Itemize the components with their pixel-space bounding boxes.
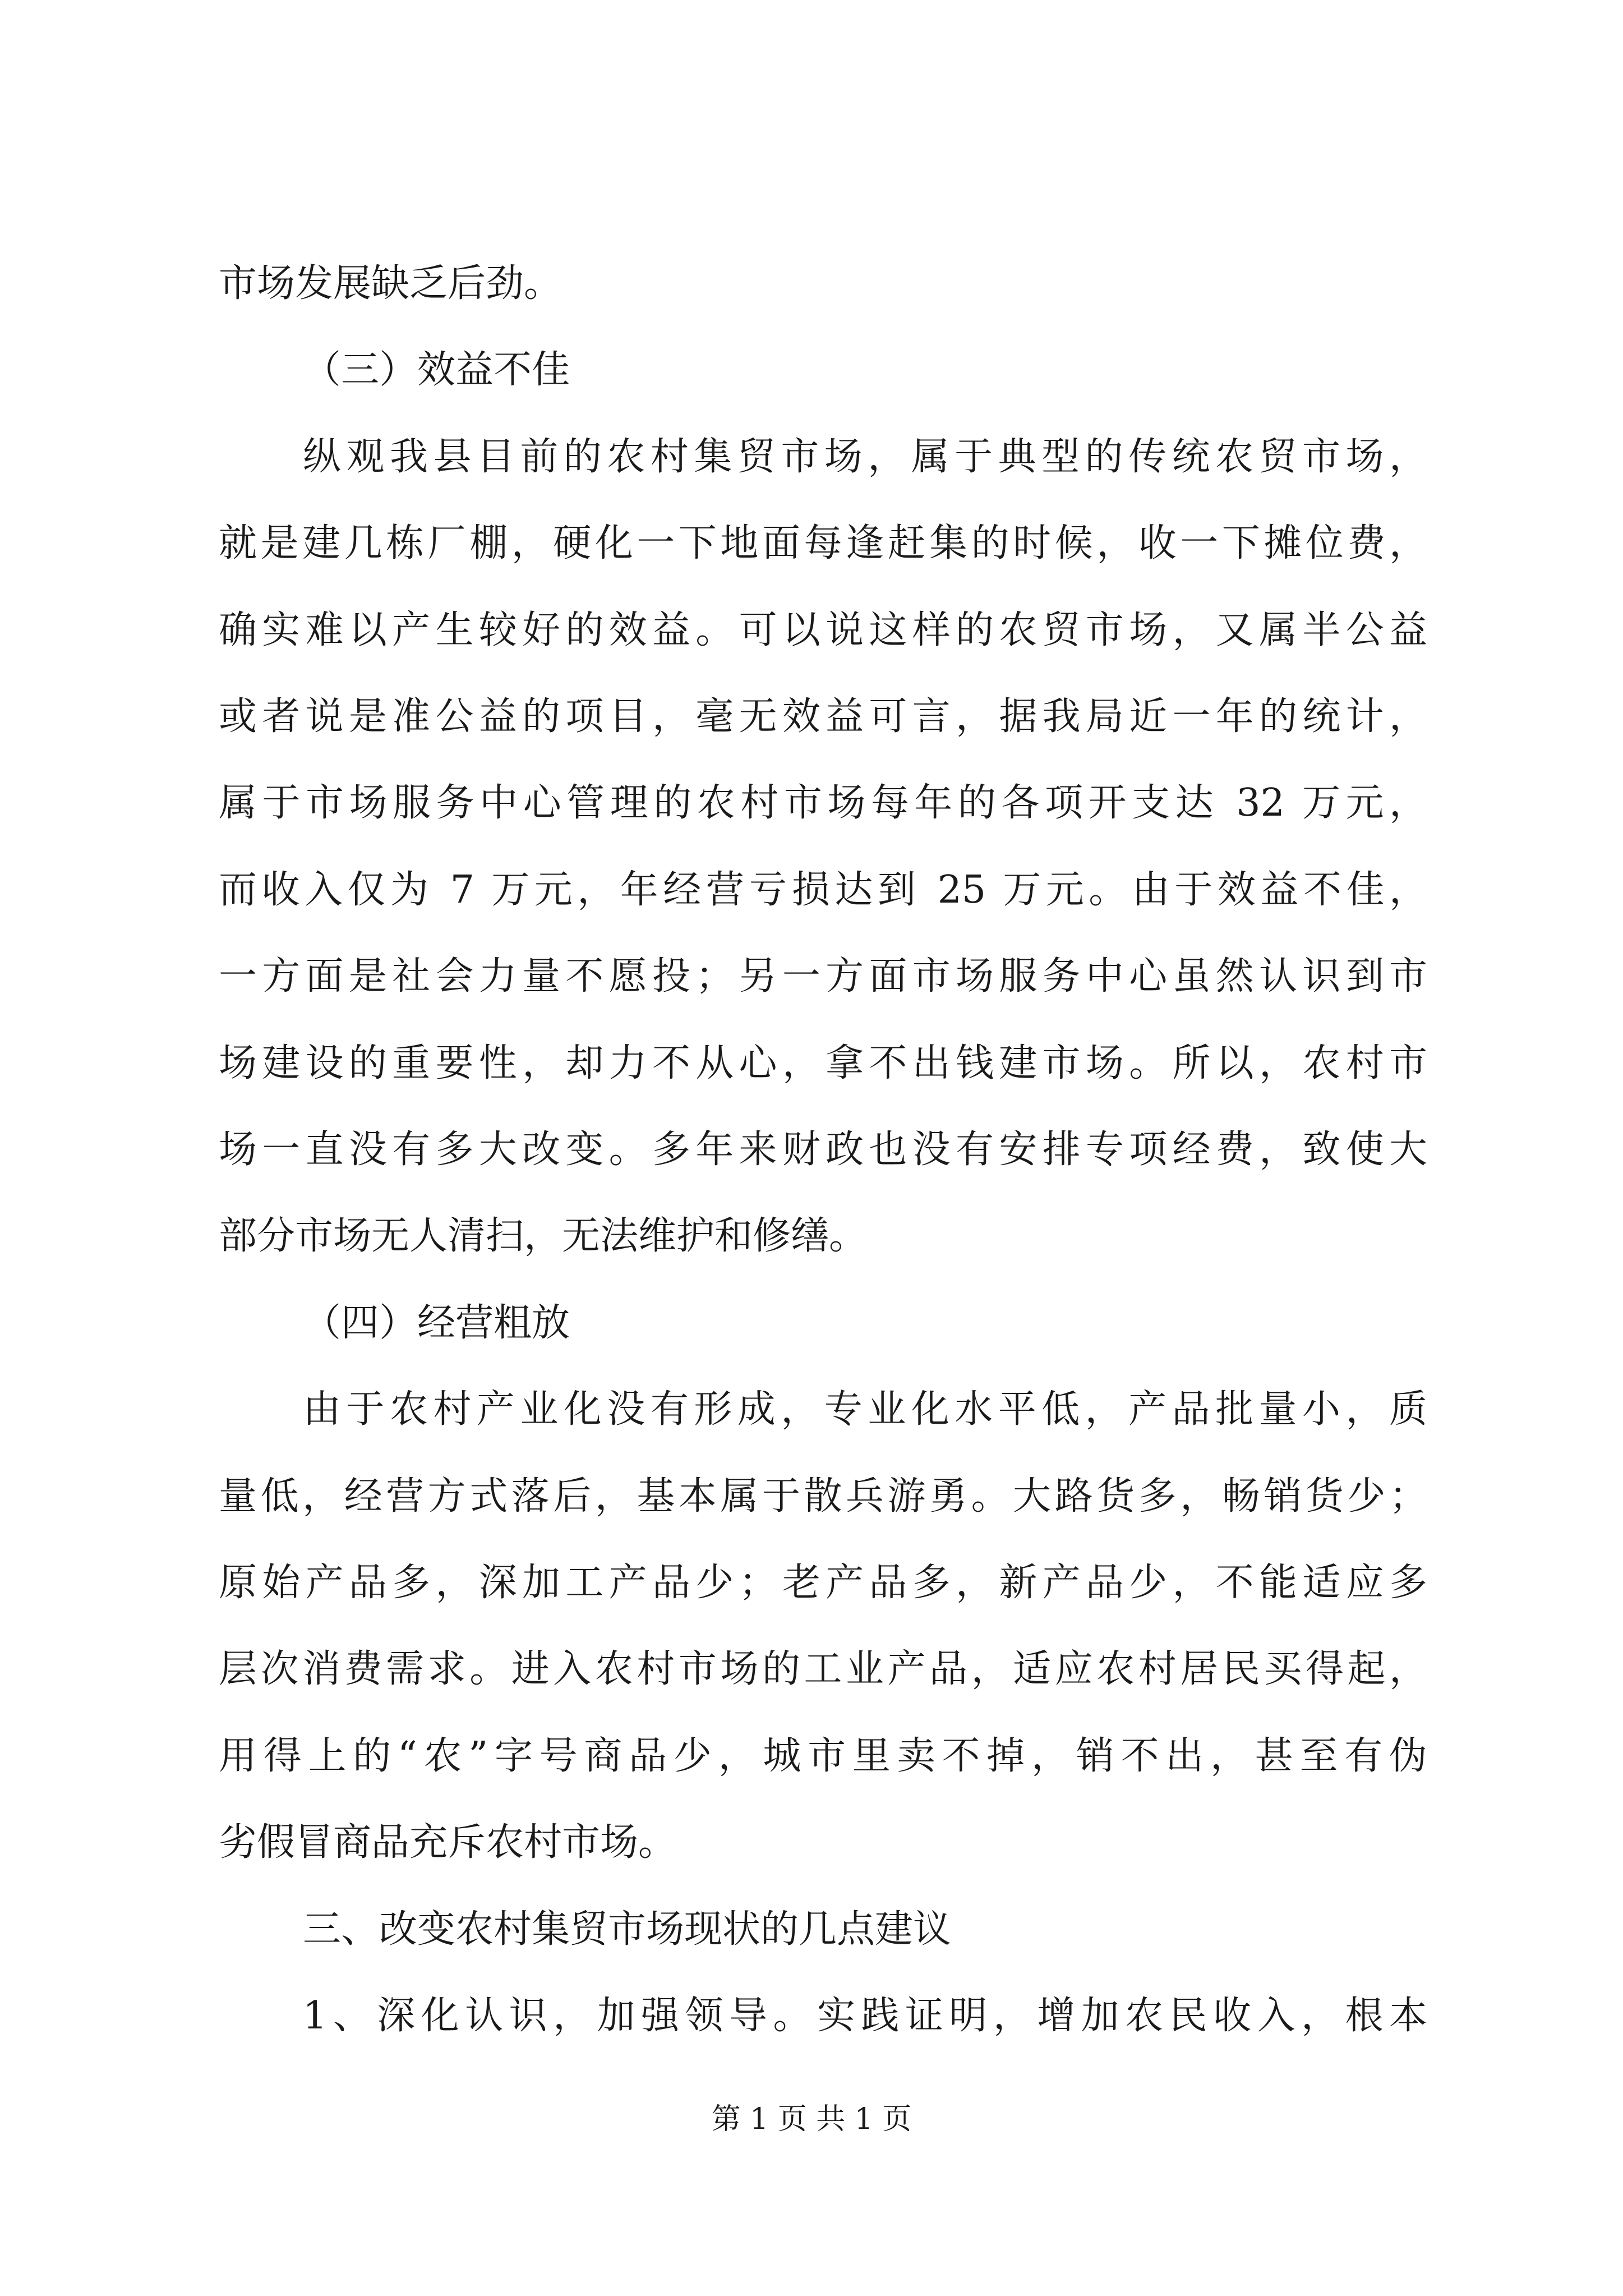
line-text: （三）效益不佳: [303, 348, 570, 392]
line-text: 三、改变农村集贸市场现状的几点建议: [303, 1907, 952, 1952]
paragraph-line: [0, 1734, 1623, 1778]
line-text: （四）经营粗放: [303, 1301, 570, 1345]
line-text: 市场发展缺乏后劲。: [219, 261, 562, 306]
line-text: 1、深化认识，加强领导。实践证明，增加农民收入，根本: [303, 1994, 1427, 2038]
paragraph-line: [0, 435, 1623, 479]
paragraph-line: [0, 1820, 1623, 1865]
paragraph-line: [0, 781, 1623, 825]
section-heading: [0, 1301, 1623, 1345]
line-text: 而收入仅为 7 万元，年经营亏损达到 25 万元。由于效益不佳，: [219, 868, 1427, 912]
line-text: 就是建几栋厂棚，硬化一下地面每逢赶集的时候，收一下摊位费，: [219, 521, 1427, 565]
page-footer: 第 1 页 共 1 页: [711, 2102, 912, 2136]
line-text: 原始产品多，深加工产品少；老产品多，新产品少，不能适应多: [219, 1561, 1427, 1605]
paragraph-line: [0, 868, 1623, 912]
line-text: 部分市场无人清扫，无法维护和修缮。: [219, 1214, 868, 1258]
line-text: 属于市场服务中心管理的农村市场每年的各项开支达 32 万元，: [219, 781, 1427, 825]
paragraph-line: [0, 1214, 1623, 1258]
line-text: 劣假冒商品充斥农村市场。: [219, 1820, 677, 1865]
paragraph-line: [0, 1041, 1623, 1085]
line-text: 量低，经营方式落后，基本属于散兵游勇。大路货多，畅销货少；: [219, 1474, 1427, 1519]
line-text: 场一直没有多大改变。多年来财政也没有安排专项经费，致使大: [219, 1128, 1427, 1172]
line-text: 由于农村产业化没有形成，专业化水平低，产品批量小，质: [303, 1387, 1427, 1432]
line-text: 一方面是社会力量不愿投；另一方面市场服务中心虽然认识到市: [219, 954, 1427, 999]
paragraph-line: [0, 1647, 1623, 1691]
paragraph-line: [0, 1128, 1623, 1172]
line-text: 用得上的“农”字号商品少，城市里卖不掉，销不出，甚至有伪: [219, 1734, 1427, 1778]
paragraph-line: [0, 954, 1623, 999]
paragraph-line: [0, 694, 1623, 739]
paragraph-line: [0, 1474, 1623, 1519]
paragraph-line: [0, 261, 1623, 306]
line-text: 场建设的重要性，却力不从心，拿不出钱建市场。所以，农村市: [219, 1041, 1427, 1085]
line-text: 或者说是准公益的项目，毫无效益可言，据我局近一年的统计，: [219, 694, 1427, 739]
line-text: 纵观我县目前的农村集贸市场，属于典型的传统农贸市场，: [303, 435, 1427, 479]
paragraph-line: [0, 608, 1623, 652]
paragraph-line: [0, 1387, 1623, 1432]
section-heading: [0, 1907, 1623, 1952]
line-text: 确实难以产生较好的效益。可以说这样的农贸市场，又属半公益: [219, 608, 1427, 652]
paragraph-line: [0, 521, 1623, 565]
paragraph-line: [0, 1561, 1623, 1605]
line-text: 层次消费需求。进入农村市场的工业产品，适应农村居民买得起，: [219, 1647, 1427, 1691]
section-heading: [0, 348, 1623, 392]
paragraph-line: [0, 1994, 1623, 2038]
